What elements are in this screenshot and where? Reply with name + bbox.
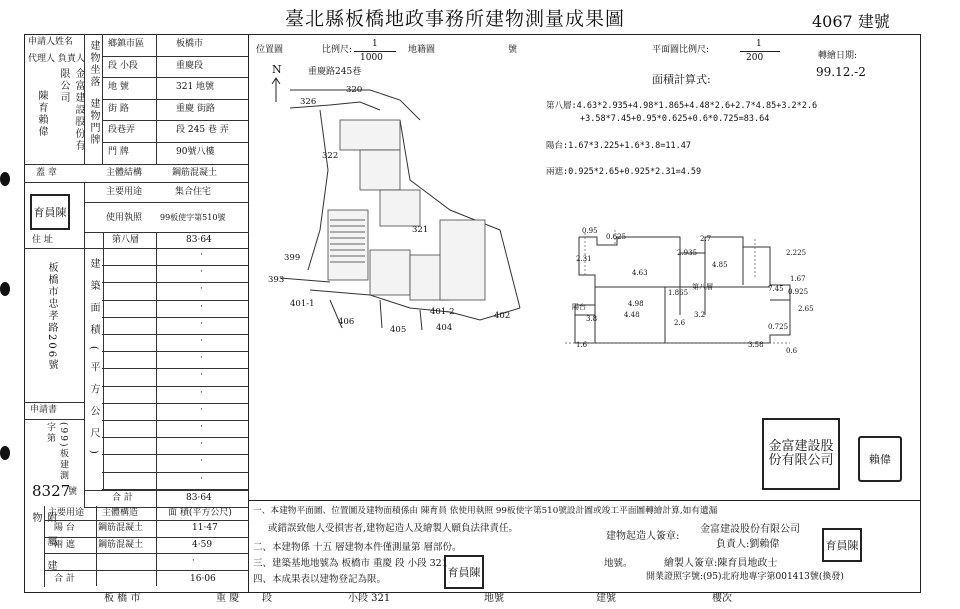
parcel-number: 320 [346, 85, 363, 95]
company-seal: 金富建設股份有限公司 [762, 418, 840, 490]
applicant-rep-label: 代理人 負責人 [28, 54, 85, 64]
loc-label: 建物坐落 [88, 40, 99, 88]
footer-lou: 樓次 [712, 593, 732, 604]
address-value: 板橋市忠孝路206號 [46, 262, 57, 372]
cadastral-sheet-label: 地籍圖 [408, 45, 436, 55]
cadastral-sheet-suffix: 號 [508, 45, 518, 55]
plan-dimension: 第八層 [692, 283, 713, 291]
parcel-number: 402 [494, 311, 511, 321]
area-col-label: 建築面積(平方公尺) [88, 258, 99, 466]
plan-scale-num: 1 [756, 39, 762, 49]
area-row-value: · [200, 473, 203, 484]
applicant-label: 申請人姓名 [28, 37, 74, 47]
footer-duan: 段 [262, 593, 272, 604]
annex-struct: 鋼筋混凝土 [98, 539, 144, 550]
note-seal: 育員陳 [444, 555, 484, 589]
area-col-split [156, 232, 157, 506]
plan-dimension: 4.85 [712, 261, 728, 269]
plan-dimension: 0.625 [606, 233, 627, 241]
note-1b: 或錯誤致他人受損害者,建物起造人及繪製人願負法律責任。 [268, 523, 519, 534]
plan-dimension: 3.8 [586, 315, 598, 323]
request-label: 申請書 [30, 405, 58, 415]
applicant-seal: 育員陳 [30, 194, 70, 230]
note-2: 二、本建物係 十五 層建物本件僅測量第 層部份。 [253, 542, 462, 553]
request-number: 8327 [32, 482, 71, 500]
total-value: 83·64 [186, 493, 212, 503]
plan-dimension: 1.6 [576, 341, 588, 349]
binding-hole [0, 446, 10, 460]
footer-city: 板 橋 市 [104, 593, 141, 604]
annex-total-label: 合 計 [54, 574, 75, 584]
note-3: 三、建築基地地號為 板橋市 重慶 段 小段 321 [253, 558, 448, 569]
calc-floor-cont: +3.58*7.45+0.95*0.625+0.6*0.725=83.64 [580, 114, 770, 124]
use-label: 主要用途 [106, 187, 143, 197]
plan-dimension: 2.935 [677, 249, 698, 257]
annex-struct: 鋼筋混凝土 [98, 523, 144, 533]
area-row-value: · [200, 387, 203, 398]
area-row [102, 248, 248, 266]
use-value: 集合住宅 [175, 187, 212, 197]
parcel-number: 401-1 [290, 299, 315, 309]
plan-dimension: 3.58 [748, 341, 764, 349]
plan-dimension: 0.725 [768, 323, 789, 331]
parcel-number: 326 [300, 97, 317, 107]
binding-hole [0, 172, 10, 186]
building-number: 4067 建號 [812, 12, 890, 31]
applicant-name: 金富建設股份有限公司 [58, 68, 84, 152]
area-row-value: · [200, 250, 203, 260]
loc-row-value: 重慶 街路 [176, 103, 215, 114]
plan-scale-den: 200 [746, 53, 764, 63]
area-row-value: · [200, 404, 203, 415]
note-4: 四、本成果表以建物登記為限。 [253, 574, 387, 585]
loc-row-value: 段 245 巷 弄 [176, 125, 229, 136]
parcel-number: 406 [338, 317, 355, 327]
annex-area: 11·47 [192, 523, 218, 533]
annex-total-value: 16·06 [190, 574, 216, 584]
area-row [102, 317, 248, 335]
plan-dimension: 2.65 [798, 305, 814, 313]
plan-scale-bar [740, 51, 780, 52]
plan-dimension: 3.2 [694, 311, 706, 319]
page-title: 臺北縣板橋地政事務所建物測量成果圖 [285, 8, 626, 30]
owner-rep: 負責人:劉賴偉 [716, 539, 780, 550]
plan-dimension: 4.98 [628, 300, 644, 308]
loc-row-key: 段 小段 [108, 60, 138, 71]
loc-row-key: 地 號 [108, 82, 129, 93]
annex-header-use: 主要用途 [48, 508, 85, 518]
location-map-label: 位置圖 [256, 45, 284, 55]
struct-label: 主體結構 [106, 168, 143, 178]
location-scale-den: 1000 [360, 53, 383, 63]
area-row [102, 403, 248, 421]
area-row [102, 386, 248, 404]
annex-header-struct: 主體構造 [102, 508, 139, 518]
parcel-number: 405 [390, 325, 407, 335]
loc-row-value: 板橋市 [176, 39, 204, 49]
license-label: 使用執照 [106, 213, 143, 223]
owner-name: 金富建設股份有限公司 [700, 524, 800, 535]
area-row [102, 334, 248, 352]
struct-value: 鋼筋混凝土 [172, 168, 218, 178]
area-row-value: · [200, 422, 203, 432]
note-1: 一、本建物平面圖、位置圖及建物面積係由 陳育員 依使用執照 99板使字第510號設計圖或竣工平面圖轉繪計算,如有遺漏 [253, 506, 718, 516]
area-row-value: · [200, 267, 203, 278]
annex-area: · [192, 556, 195, 567]
drawer-seal: 育員陳 [822, 528, 862, 562]
loc-row-key: 段巷弄 [108, 125, 136, 136]
address-label: 住 址 [32, 235, 53, 245]
area-row [102, 420, 248, 438]
loc-row-value: 重慶段 [176, 60, 204, 71]
calc-label: 面積計算式: [652, 73, 711, 86]
area-row [102, 472, 248, 490]
loc-row-key: 鄉鎮市區 [108, 39, 145, 49]
location-scale-num: 1 [372, 39, 378, 49]
calc-shade: 兩遮:0.925*2.65+0.925*2.31=4.59 [546, 167, 702, 177]
footer-road: 重 慶 [216, 593, 240, 604]
calc-balcony: 陽台:1.67*3.225+1.6*3.8=11.47 [546, 141, 691, 151]
area-row [102, 265, 248, 283]
footer-jianhao: 建號 [596, 593, 616, 604]
loc-row-key: 街 路 [108, 103, 129, 114]
plan-dimension: 2.225 [786, 249, 807, 257]
parcel-number: 401-2 [430, 307, 455, 317]
person-seal: 賴偉 [858, 436, 902, 482]
plan-scale-label: 平面圖比例尺: [652, 45, 710, 55]
area-row [102, 454, 248, 472]
license-number: 開業證照字號:(95)北府地專字第001413號(換發) [646, 572, 844, 582]
loc-key-divider [156, 34, 157, 164]
location-scale-bar [354, 51, 396, 52]
parcel-number: 399 [284, 253, 301, 263]
plan-dimension: 0.6 [786, 347, 798, 355]
parcel-number: 393 [268, 275, 285, 285]
total-label: 合 計 [112, 493, 133, 503]
notes-divider [248, 500, 921, 501]
footer-dihao: 地號 [484, 593, 504, 604]
plan-dimension: 2.31 [576, 255, 592, 263]
area-row-value: · [200, 336, 203, 346]
plan-dimension: 2.7 [700, 235, 712, 243]
loc-row-value: 321 地號 [176, 82, 215, 93]
building-outlines [328, 120, 485, 300]
north-label: N [272, 63, 282, 76]
area-row [102, 351, 248, 369]
parcel-number: 404 [436, 323, 453, 333]
plan-dimension: 0.925 [788, 288, 809, 296]
door-label: 建物門牌 [88, 98, 99, 146]
drawer-label: 繪製人簽章:陳育員地政士 [664, 558, 778, 569]
calc-floor: 第八層:4.63*2.935+4.98*1.865+4.48*2.6+2.7*4.85+3.2*2.6 [546, 101, 818, 111]
floor-label: 第八層 [112, 235, 140, 245]
annex-use: 陽 台 [54, 523, 75, 533]
road-label: 重慶路245巷 [308, 67, 362, 77]
annex-label: 附屬建物 [30, 512, 56, 584]
area-row-value: · [200, 353, 203, 364]
parcel-number: 322 [322, 151, 339, 161]
plan-dimension: 1.67 [790, 275, 806, 283]
annex-area: 4·59 [192, 539, 213, 550]
rep-name: 陳育賴偉 [36, 90, 47, 138]
plan-dimension: 陽台 [572, 303, 586, 311]
plan-dimension: 1.865 [668, 289, 689, 297]
request-value: (99)板建測字第 [45, 422, 68, 482]
area-row-value: · [200, 284, 203, 295]
plan-dimension: 0.95 [582, 227, 598, 235]
transfer-date: 99.12.-2 [816, 65, 866, 79]
area-row [102, 282, 248, 300]
owner-label: 建物起造人簽章: [606, 531, 680, 542]
loc-row-value: 90號八樓 [176, 147, 215, 157]
annex-row [44, 553, 249, 571]
plan-dimension: 4.48 [624, 311, 640, 319]
floor-value: 83·64 [186, 235, 212, 245]
license-value: 99板使字第510號 [160, 213, 226, 222]
binding-hole [0, 282, 10, 296]
area-row-value: · [200, 456, 203, 467]
annex-use: 兩 遮 [54, 539, 75, 550]
transfer-date-label: 轉繪日期: [818, 51, 858, 61]
loc-row-key: 門 牌 [108, 147, 129, 157]
area-row-value: · [200, 301, 203, 312]
request-suffix: 號 [68, 487, 78, 497]
area-row [102, 437, 248, 455]
north-arrow [272, 78, 280, 102]
annex-header-area: 面 積(平方公尺) [168, 508, 232, 518]
parcel-number: 321 [412, 225, 429, 235]
area-row [102, 300, 248, 318]
footer-sub: 小段 321 [348, 593, 391, 604]
area-row [102, 368, 248, 386]
plan-dimension: 4.63 [632, 269, 648, 277]
plan-dimension: 2.6 [674, 319, 686, 327]
area-row-value: · [200, 370, 203, 381]
area-row-value: · [200, 439, 203, 450]
seal-label: 蓋 章 [36, 168, 57, 178]
area-row-value: · [200, 318, 203, 329]
location-scale-label: 比例尺: [322, 45, 353, 55]
note-3b: 地號。 [604, 558, 633, 569]
location-map [250, 60, 550, 340]
plan-dimension: 7.45 [768, 285, 784, 293]
